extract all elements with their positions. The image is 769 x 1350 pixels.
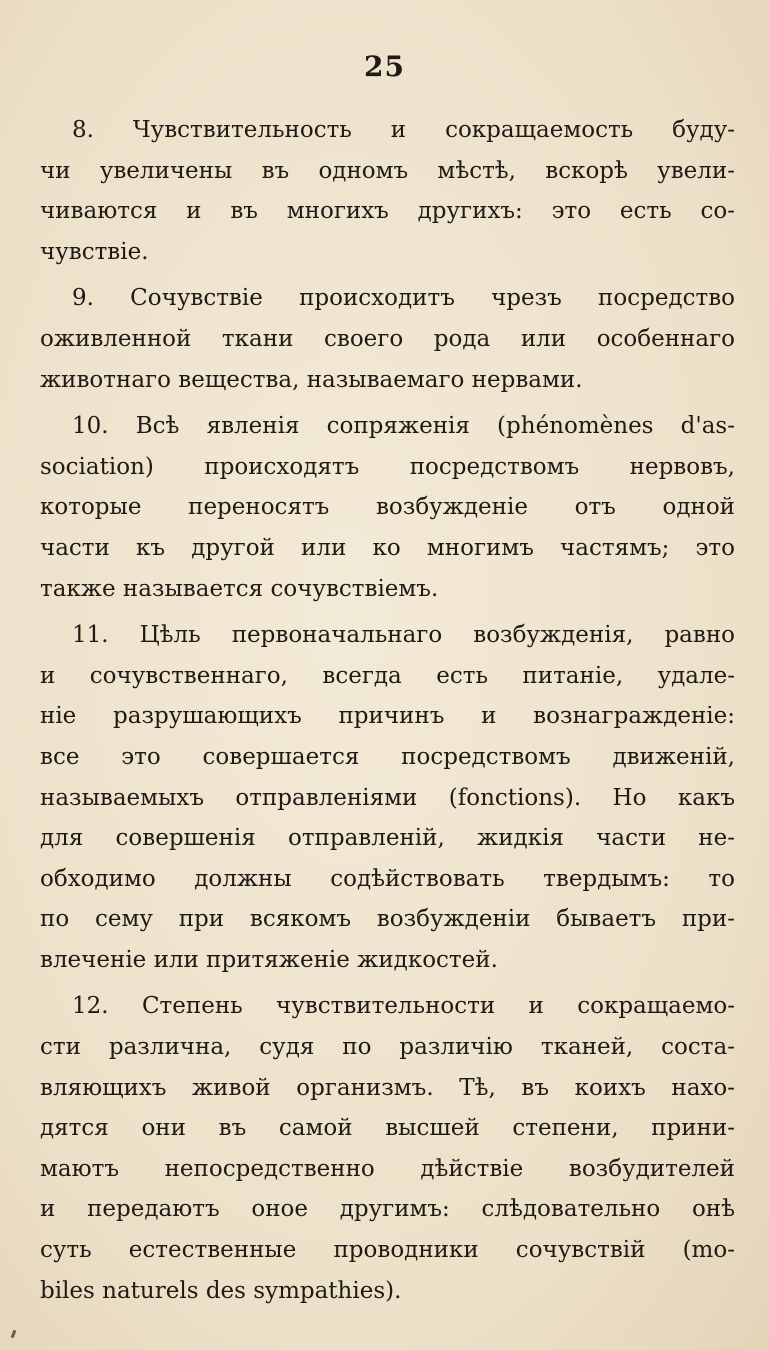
text-line: по сему при всякомъ возбужденіи бываетъ при- [40, 906, 735, 933]
text-line: сти различна, судя по различію тканей, соста- [40, 1034, 735, 1061]
text-line: части къ другой или ко многимъ частямъ; это [40, 534, 735, 561]
text-line: суть естественные проводники сочувствій (mo- [40, 1237, 735, 1264]
text-line: маютъ непосредственно дѣйствіе возбудителей [40, 1155, 735, 1182]
text-line: 9. Сочувствіе происходитъ чрезъ посредство [72, 285, 735, 312]
paragraph-11 [40, 615, 735, 980]
text-line: обходимо должны содѣйствовать твердымъ: то [40, 865, 735, 892]
page-speck [11, 1330, 17, 1339]
text-line: также называется сочувствіемъ. [40, 575, 439, 602]
text-line: 8. Чувствительность и сокращаемость буду- [72, 117, 735, 143]
text-line: ніе разрушающихъ причинъ и вознагражденіе: [40, 703, 735, 730]
text-line: biles naturels des sympathies). [40, 1277, 402, 1304]
paragraph-8 [40, 110, 735, 272]
text-line: влеченіе или притяженіе жидкостей. [40, 946, 498, 973]
text-line: и передаютъ оное другимъ: слѣдовательно онѣ [40, 1196, 735, 1223]
text-line: оживленной ткани своего рода или особеннаго [40, 325, 735, 352]
text-line: 11. Цѣль первоначальнаго возбужденія, равно [72, 622, 735, 649]
text-line: называемыхъ отправленіями (fonctions). Но какъ [40, 784, 735, 811]
paragraph-10 [40, 406, 735, 609]
text-line: 10. Всѣ явленія сопряженія (phénomènes d'as- [72, 413, 735, 440]
text-line: животнаго вещества, называемаго нервами. [40, 366, 583, 393]
text-line: и сочувственнаго, всегда есть питаніе, удале- [40, 662, 735, 689]
text-line: 12. Степень чувствительности и сокращаемо- [72, 993, 735, 1020]
text-line: для совершенія отправленій, жидкія части не- [40, 825, 735, 852]
text-line: которые переносятъ возбужденіе отъ одной [40, 494, 735, 521]
paragraph-12 [40, 986, 735, 1311]
text-line: все это совершается посредствомъ движеній, [40, 743, 735, 770]
text-line: чувствіе. [40, 238, 149, 265]
text-line: чи увеличены въ одномъ мѣстѣ, вскорѣ увели- [40, 157, 735, 184]
text-line: sociation) происходятъ посредствомъ нервовъ, [40, 453, 735, 480]
paragraph-9 [40, 278, 735, 400]
text-line: чиваются и въ многихъ другихъ: это есть со- [40, 198, 735, 225]
text-line: дятся они въ самой высшей степени, прини- [40, 1115, 735, 1142]
text-line: вляющихъ живой организмъ. Тѣ, въ коихъ нахо- [40, 1074, 735, 1101]
body-text [40, 110, 735, 1317]
page-number: 25 [364, 50, 405, 83]
